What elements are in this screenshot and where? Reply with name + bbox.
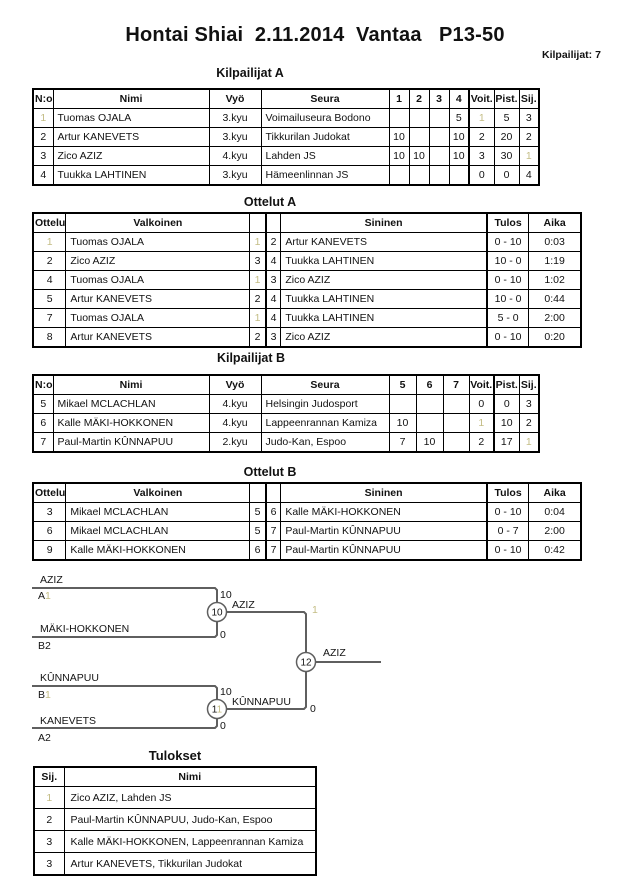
table-cell: 4 [33,166,53,186]
match-number: 12 [300,657,312,669]
table-cell: 2 [250,328,266,348]
table-cell [250,233,266,252]
table-row [33,522,581,541]
table-cell: 0 - 10 [487,503,529,522]
bracket-line [226,612,306,653]
column-header [266,483,281,503]
column-header: Nimi [64,767,316,787]
table-cell [429,109,449,128]
column-header: Sininen [281,213,487,233]
bracket-sf2-top-score: 10 [220,686,232,698]
table-cell: Mikael MCLACHLAN [66,522,250,541]
section-heading-results: Tulokset [148,748,202,763]
section-heading-matches-b: Ottelut B [243,465,297,479]
table-cell: Lappeenrannan Kamiza [261,414,389,433]
table-cell: Tuukka LAHTINEN [281,309,487,328]
table-cell: 0 - 10 [487,271,529,290]
column-header: 2 [409,89,429,109]
column-header: Voit. [469,89,494,109]
table-row [33,503,581,522]
table-cell: Hämeenlinnan JS [261,166,389,186]
column-header: Pist. [494,375,519,395]
match-number: 10 [211,607,223,619]
table-cell: Paul-Martin KÛNNAPUU [281,541,487,561]
column-header: Tulos [487,483,529,503]
bracket-sf1-bottom-name: MÄKI-HOKKONEN [40,623,130,635]
table-cell: Kalle MÄKI-HOKKONEN [281,503,487,522]
table-cell: 0 - 10 [487,328,529,348]
column-header: Aika [529,483,581,503]
table-cell [33,233,66,252]
table-cell: 3 [34,853,64,876]
text-segment: 1 [45,590,51,602]
table-cell [519,433,539,453]
table-cell: 4 [519,166,539,186]
table-cell: 5 [250,503,266,522]
bracket-match-10 [208,603,227,622]
table-cell: 0 [469,395,494,414]
table-row [33,414,539,433]
table-cell: 0 [494,166,519,186]
pool-a-table [32,88,540,186]
table-row [33,395,539,414]
table-cell: 6 [33,414,53,433]
bracket-sf2-bottom-score: 0 [220,720,226,732]
bracket-sf2-bottom-name: KANEVETS [40,715,97,727]
column-header [250,483,266,503]
table-cell: 10 [416,433,443,453]
table-cell: 2 [469,433,494,453]
table-cell: 8 [33,328,66,348]
text-segment: 1 [40,112,47,124]
table-cell: Kalle MÄKI-HOKKONEN, Lappeenrannan Kamiza [64,831,316,853]
table-cell: 4 [266,309,281,328]
table-row [33,433,539,453]
table-row [34,809,316,831]
column-header: Nimi [53,89,209,109]
text-segment: 1 [211,704,217,716]
table-cell: 3 [34,831,64,853]
bracket-sf2-top-seed [38,689,51,701]
table-cell [449,166,469,186]
column-header: 1 [389,89,409,109]
column-header: Tulos [487,213,529,233]
header-row [33,89,539,109]
column-header: Valkoinen [66,483,250,503]
text-segment: B [38,689,46,701]
table-cell: Tuomas OJALA [66,233,250,252]
table-cell: 3 [519,109,539,128]
text-segment: 1 [216,704,223,716]
table-cell: Tuukka LAHTINEN [281,290,487,309]
table-cell: Tuomas OJALA [66,309,250,328]
bracket-diagram [0,552,630,762]
table-cell: 2 [519,128,539,147]
table-cell: 9 [33,541,66,561]
text-segment: 1 [46,791,53,804]
bracket-sf2-winner-name: KÛNNAPUU [232,696,291,708]
table-cell: 0 [469,166,494,186]
table-cell [33,109,53,128]
pool-b-table [32,374,540,453]
table-cell: 20 [494,128,519,147]
bracket-match-12 [297,653,316,672]
table-cell [389,109,409,128]
table-row [34,831,316,853]
table-cell: 4.kyu [209,147,261,166]
table-cell: 5 [494,109,519,128]
table-cell [519,147,539,166]
table-cell: 2.kyu [209,433,261,453]
table-cell: Artur KANEVETS [53,128,209,147]
table-cell [429,147,449,166]
header-row [33,483,581,503]
column-header: 7 [443,375,469,395]
column-header: Valkoinen [66,213,250,233]
table-cell [429,128,449,147]
column-header: N:o [33,375,53,395]
table-row [33,290,581,309]
table-cell: 6 [250,541,266,561]
header-row [34,767,316,787]
table-cell: 3 [33,503,66,522]
table-cell: Kalle MÄKI-HOKKONEN [53,414,209,433]
table-cell [389,166,409,186]
table-cell: 10 [389,147,409,166]
table-cell: Mikael MCLACHLAN [66,503,250,522]
table-row [33,233,581,252]
table-cell: 30 [494,147,519,166]
competitors-count: Kilpailijat: 7 [542,49,601,61]
table-cell [250,271,266,290]
table-cell: 10 [449,128,469,147]
table-cell: Tuomas OJALA [53,109,209,128]
header-row [33,375,539,395]
table-cell [469,109,494,128]
table-cell: 7 [266,541,281,561]
bracket-sf2-top-name: KÛNNAPUU [40,672,99,684]
column-header [266,213,281,233]
table-cell: Tuomas OJALA [66,271,250,290]
column-header: 4 [449,89,469,109]
table-cell: 0:04 [529,503,581,522]
table-cell: 3 [519,395,539,414]
table-cell [416,395,443,414]
column-header: Sininen [281,483,487,503]
bracket-sf1-winner-name: AZIZ [232,599,255,611]
table-cell [469,414,494,433]
table-cell: 3 [250,252,266,271]
table-cell: 1:02 [529,271,581,290]
table-cell: 0 - 7 [487,522,529,541]
table-cell: 10 [449,147,469,166]
table-row [33,147,539,166]
table-cell: 10 [409,147,429,166]
table-cell: 17 [494,433,519,453]
text-segment: 1 [312,604,318,616]
bracket-match-11 [208,700,227,719]
table-cell: Mikael MCLACHLAN [53,395,209,414]
text-segment: 1 [525,436,532,448]
table-cell: 0 - 10 [487,233,529,252]
column-header [250,213,266,233]
table-cell: 2:00 [529,522,581,541]
table-cell: 2 [33,252,66,271]
table-cell: 2 [33,128,53,147]
table-cell: 7 [33,309,66,328]
table-cell: Artur KANEVETS [66,290,250,309]
column-header: Vyö [209,375,261,395]
section-heading-matches-a: Ottelut A [243,195,297,209]
table-cell: 4.kyu [209,395,261,414]
table-row [33,128,539,147]
table-cell: Paul-Martin KÛNNAPUU [281,522,487,541]
table-cell [250,309,266,328]
table-cell: 6 [266,503,281,522]
table-row [33,271,581,290]
table-cell: Kalle MÄKI-HOKKONEN [66,541,250,561]
table-cell: 2:00 [529,309,581,328]
text-segment: 1 [46,236,53,248]
table-cell [409,128,429,147]
table-cell: Tuukka LAHTINEN [53,166,209,186]
text-segment: 1 [478,112,485,124]
header-row [33,213,581,233]
table-cell [409,166,429,186]
table-cell: 3.kyu [209,109,261,128]
section-heading-pool-a: Kilpailijat A [216,66,284,80]
table-cell: 5 - 0 [487,309,529,328]
column-header: Pist. [494,89,519,109]
text-segment: 1 [254,312,261,324]
table-cell [429,166,449,186]
table-row [33,328,581,348]
table-cell: Zico AZIZ, Lahden JS [64,787,316,809]
column-header: Nimi [53,375,209,395]
table-cell: Judo-Kan, Espoo [261,433,389,453]
table-row [33,252,581,271]
table-cell: 10 [494,414,519,433]
table-cell [389,395,416,414]
table-cell: Tuukka LAHTINEN [281,252,487,271]
text-segment: 1 [45,689,51,701]
table-cell: 2 [469,128,494,147]
table-cell: 10 - 0 [487,290,529,309]
bracket-final-bottom-score: 0 [310,703,316,715]
table-cell: 4 [266,290,281,309]
table-cell: 0:44 [529,290,581,309]
table-cell: 1:19 [529,252,581,271]
column-header: N:o [33,89,53,109]
table-cell: 2 [250,290,266,309]
table-cell: 2 [266,233,281,252]
column-header: 3 [429,89,449,109]
table-cell: 10 [389,128,409,147]
table-row [34,853,316,876]
table-row [33,309,581,328]
table-cell [416,414,443,433]
table-cell: 3 [469,147,494,166]
column-header: Aika [529,213,581,233]
match-number [212,705,223,716]
bracket-sf1-top-seed [38,590,51,602]
table-cell: 6 [33,522,66,541]
column-header: Vyö [209,89,261,109]
table-cell: 10 - 0 [487,252,529,271]
table-cell: Voimailuseura Bodono [261,109,389,128]
table-cell: Zico AZIZ [281,271,487,290]
table-row [33,109,539,128]
table-cell: 4.kyu [209,414,261,433]
table-cell: Lahden JS [261,147,389,166]
table-row [33,166,539,186]
table-cell: 3 [266,271,281,290]
table-cell: Helsingin Judosport [261,395,389,414]
section-heading-pool-b: Kilpailijat B [216,351,286,365]
table-cell: Artur KANEVETS [66,328,250,348]
column-header: Seura [261,89,389,109]
text-segment: 1 [525,150,532,162]
table-cell: 2 [34,809,64,831]
table-cell: 2 [519,414,539,433]
column-header: Ottelu [33,483,66,503]
table-cell: 3 [33,147,53,166]
column-header: Sij. [519,375,539,395]
table-cell: Artur KANEVETS [281,233,487,252]
table-cell: 5 [33,290,66,309]
bracket-sf1-top-score: 10 [220,589,232,601]
table-cell: Paul-Martin KÛNNAPUU [53,433,209,453]
table-cell: Zico AZIZ [53,147,209,166]
column-header: 5 [389,375,416,395]
text-segment: 1 [478,417,485,429]
table-cell [409,109,429,128]
table-cell: 4 [33,271,66,290]
table-cell: 7 [266,522,281,541]
table-cell: Artur KANEVETS, Tikkurilan Judokat [64,853,316,876]
page-title: Hontai Shiai 2.11.2014 Vantaa P13-50 [125,24,505,46]
matches-a-table [32,212,582,348]
table-cell: 7 [389,433,416,453]
table-cell: 3.kyu [209,128,261,147]
table-cell [34,787,64,809]
table-row [34,787,316,809]
column-header: 6 [416,375,443,395]
text-segment: 1 [254,274,261,286]
bracket-sf1-bottom-score: 0 [220,629,226,641]
table-cell: 7 [33,433,53,453]
table-cell: 5 [33,395,53,414]
text-segment: A [38,590,46,602]
table-cell: 3.kyu [209,166,261,186]
column-header: Ottelu [33,213,66,233]
column-header: Sij. [34,767,64,787]
table-cell: 3 [266,328,281,348]
column-header: Seura [261,375,389,395]
bracket-sf2-bottom-seed: A2 [38,732,51,744]
text-segment: 1 [254,236,261,248]
table-cell: 4 [266,252,281,271]
column-header: Voit. [469,375,494,395]
table-cell: 0:03 [529,233,581,252]
table-cell: 0 [494,395,519,414]
column-header: Sij. [519,89,539,109]
matches-b-table [32,482,582,561]
bracket-sf1-bottom-seed: B2 [38,640,51,652]
table-cell: 0:20 [529,328,581,348]
bracket-final-top-score [312,604,318,616]
table-cell: 5 [250,522,266,541]
table-cell [443,395,469,414]
table-cell [443,433,469,453]
table-cell: Zico AZIZ [281,328,487,348]
table-cell: 0 - 10 [487,541,529,561]
table-cell: 5 [449,109,469,128]
table-cell: Paul-Martin KÛNNAPUU, Judo-Kan, Espoo [64,809,316,831]
table-cell: 10 [389,414,416,433]
table-cell: Zico AZIZ [66,252,250,271]
bracket-final-winner-name: AZIZ [323,647,346,659]
table-cell: Tikkurilan Judokat [261,128,389,147]
table-cell [443,414,469,433]
results-table [33,766,317,876]
table-cell: 0:42 [529,541,581,561]
bracket-sf1-top-name: AZIZ [40,574,63,586]
